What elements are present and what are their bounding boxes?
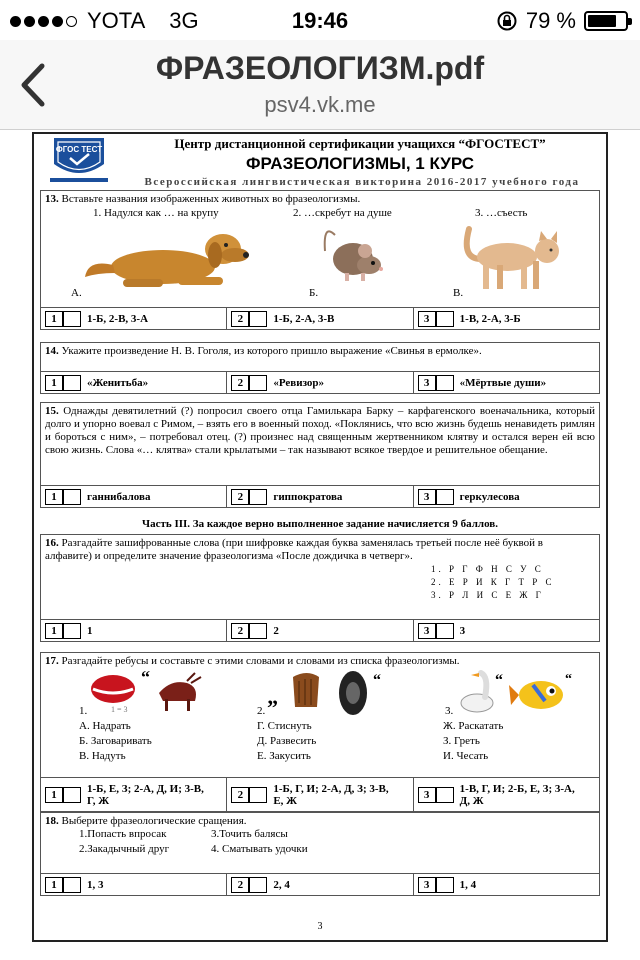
label-a: А.: [71, 287, 82, 299]
answer-option-1[interactable]: 1 1-Б, 2-В, 3-А: [41, 308, 227, 329]
answer-option-3[interactable]: 3 1, 4: [414, 874, 599, 895]
svg-text:“: “: [565, 672, 572, 687]
phrase-1: 1. Надулся как … на крупу: [93, 207, 219, 219]
answer-option-1[interactable]: 1 1: [41, 620, 227, 641]
question-text: Однажды девятилетний (?) попросил своего отца Гамилькара Барку – карфагенского военачальника, который долго и упорно воевал с Римом, – взять его в военный поход. «Поклянись, что всю жизнь будешь ненавидеть римлян и бороться с ним», – потребовал отец. (?) произнес над священным жертвенником клятву и остался верен ей всю свою жизнь. Слова «… клятва» стали крылатыми – так называют всякое твердое и решительное обещание.: [45, 405, 596, 456]
rebus-1-image: [87, 667, 207, 715]
answer-option-1[interactable]: 1 ганнибалова: [41, 486, 227, 507]
item-list-2: 3.Точить балясы 4. Сматывать удочки: [211, 828, 308, 855]
option-list-2: Г. Стиснуть Д. Развесить Е. Закусить: [257, 720, 317, 762]
answer-option-2[interactable]: 2 «Ревизор»: [227, 372, 413, 393]
svg-text:ФГОС ТЕСТ: ФГОС ТЕСТ: [55, 145, 103, 154]
cat-image: [461, 219, 571, 293]
answer-row: [41, 485, 599, 507]
answer-option-2[interactable]: 2 1-Б, 2-А, 3-В: [227, 308, 413, 329]
navigation-bar: [0, 40, 640, 130]
document-header: [34, 134, 606, 190]
answer-option-3[interactable]: 3 геркулесова: [414, 486, 599, 507]
battery-percent: 79 %: [525, 8, 576, 33]
answer-option-3[interactable]: 3 3: [414, 620, 599, 641]
question-13: [40, 190, 600, 330]
answer-option-3[interactable]: 3 1-В, Г, И; 2-Б, Е, З; 3-А, Д, Ж: [414, 778, 599, 811]
question-text: Выберите фразеологические сращения.: [61, 815, 247, 827]
answer-row: [41, 777, 599, 811]
phrase-3: 3. …съесть: [475, 207, 528, 219]
page-number: 3: [317, 921, 323, 932]
part-3-heading: Часть III. За каждое верно выполненное задание начисляется 9 баллов.: [142, 518, 498, 530]
question-text: Разгадайте ребусы и составьте с этими словами и словами из списка фразеологизмы.: [61, 655, 460, 667]
pdf-page[interactable]: [32, 132, 608, 942]
label-b: Б.: [309, 287, 319, 299]
answer-option-1[interactable]: 1 «Женитьба»: [41, 372, 227, 393]
answer-option-1[interactable]: 1 1, 3: [41, 874, 227, 895]
question-text: Укажите произведение Н. В. Гоголя, из которого пришло выражение «Свинья в ермолке».: [61, 345, 482, 357]
svg-text:“: “: [495, 672, 503, 689]
question-number: 13.: [45, 193, 59, 205]
svg-text:”: ”: [267, 695, 278, 719]
rebus-2-label: 2.: [257, 705, 266, 717]
question-16: 16. Разгадайте зашифрованные слова (при шифровке каждая буква заменялась третьей после неё буквой в алфавите) и определите значение фразеологизма «После дождичка в четверг». 1. Р Г Ф Н С У С 2. Е Р И К Г Т Р С 3. Р Л И С Е Ж Г 1 1 2 2 3 3: [40, 534, 600, 642]
answer-row: [41, 873, 599, 895]
rebus-2-image: [267, 667, 397, 719]
answer-option-2[interactable]: 2 2, 4: [227, 874, 413, 895]
svg-text:“: “: [373, 672, 381, 689]
document-title: ФРАЗЕОЛОГИЗМ.pdf: [155, 50, 485, 86]
rebus-1-hint: 1 = 3: [111, 705, 128, 714]
answer-option-2[interactable]: 2 2: [227, 620, 413, 641]
mouse-image: [321, 221, 391, 285]
question-18: 18. Выберите фразеологические сращения. 1.Попасть впросак 2.Закадычный друг 3.Точить балясы 4. Сматывать удочки 1 1, 3 2 2, 4 3 1, 4: [40, 812, 600, 896]
center-title: Центр дистанционной сертификации учащихся “ФГОСТЕСТ”: [174, 136, 546, 151]
question-14: 14. Укажите произведение Н. В. Гоголя, из которого пришло выражение «Свинья в ермолке». 1 «Женитьба» 2 «Ревизор» 3 «Мёртвые души»: [40, 342, 600, 394]
option-list-1: А. Надрать Б. Заговаривать В. Надуть: [79, 720, 152, 762]
battery-icon: [584, 11, 628, 31]
rebus-3-image: [455, 667, 579, 717]
phrase-2: 2. …скребут на душе: [293, 207, 392, 219]
network-type: 3G: [169, 8, 199, 33]
answer-row: [41, 619, 599, 641]
rotation-lock-icon: [496, 10, 518, 32]
answer-option-1[interactable]: 1 1-Б, Е, З; 2-А, Д, И; 3-В, Г, Ж: [41, 778, 227, 811]
cipher-words: 1. Р Г Ф Н С У С 2. Е Р И К Г Т Р С 3. Р Л И С Е Ж Г: [431, 564, 555, 600]
answer-option-3[interactable]: 3 «Мёртвые души»: [414, 372, 599, 393]
answer-option-2[interactable]: 2 гиппократова: [227, 486, 413, 507]
svg-text:“: “: [141, 667, 150, 687]
question-17: 17. Разгадайте ребусы и составьте с этими словами и словами из списка фразеологизмы. “ 1. 1 = 3 ” “ 2. “ “ 3. А. Надрать Б. Заговаривать В. Надуть Г. Стиснуть Д. Развесить Е. Закусить Ж. Раскатать З. Греть И. Чесать 1 1-Б, Е, З; 2-А, Д, И; 3-В, Г, Ж 2 1-Б, Г, И; 2-А, Д, З; 3-В, Е, Ж 3 1-В, Г, И; 2-Б, Е, З; 3-А, Д, Ж: [40, 652, 600, 812]
status-bar: [0, 0, 640, 40]
answer-option-2[interactable]: 2 1-Б, Г, И; 2-А, Д, З; 3-В, Е, Ж: [227, 778, 413, 811]
carrier-name: YOTA: [87, 8, 146, 33]
fgos-test-logo: [48, 134, 110, 184]
label-c: В.: [453, 287, 464, 299]
item-list-1: 1.Попасть впросак 2.Закадычный друг: [79, 828, 170, 855]
rebus-3-label: 3.: [445, 705, 454, 717]
answer-option-3[interactable]: 3 1-В, 2-А, 3-Б: [414, 308, 599, 329]
clock: 19:46: [291, 8, 349, 33]
option-list-3: Ж. Раскатать З. Греть И. Чесать: [443, 720, 504, 762]
quiz-subtitle: Всероссийская лингвистическая викторина 2016-2017 учебного года: [144, 176, 580, 188]
question-text: Вставьте названия изображенных животных во фразеологизмы.: [61, 193, 361, 205]
document-url: psv4.vk.me: [264, 92, 376, 117]
answer-row: [41, 371, 599, 393]
answer-row: [41, 307, 599, 329]
dog-image: [83, 221, 263, 293]
question-text: Разгадайте зашифрованные слова (при шифровке каждая буква заменялась третьей после неё буквой в алфавите) и определите значение фразеологизма «После дождичка в четверг».: [45, 537, 543, 562]
quiz-title: ФРАЗЕОЛОГИЗМЫ, 1 КУРС: [245, 154, 475, 173]
question-15: 15. Однажды девятилетний (?) попросил своего отца Гамилькара Барку – карфагенского военачальника, который долго и упорно воевал с Римом, – взять его в военный поход. «Поклянись, что всю жизнь будешь ненавидеть римлян и бороться с ним», – потребовал отец. (?) произнес над священным жертвенником клятву и остался верен ей всю свою жизнь. Слова «… клятва» стали крылатыми – так называют всякое твердое и решительное обещание. 1 ганнибалова 2 гиппократова 3 геркулесова: [40, 402, 600, 508]
rebus-1-label: 1.: [79, 705, 88, 717]
